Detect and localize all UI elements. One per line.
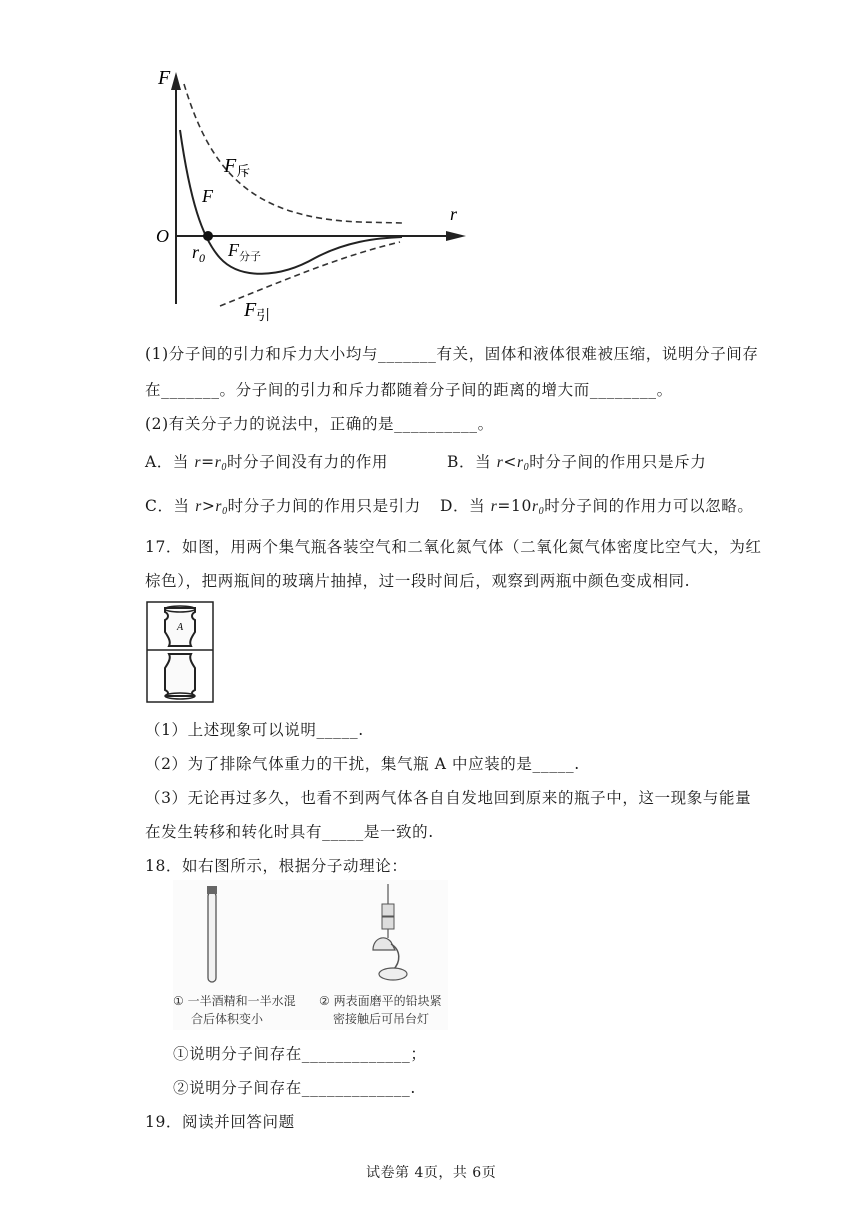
test-tube <box>208 892 216 982</box>
q18-figure-art <box>173 880 448 988</box>
repulsion-curve <box>184 84 402 223</box>
q18-figure <box>173 880 448 1030</box>
q19-stem: 19．阅读并回答问题 <box>145 1113 295 1131</box>
r0-point <box>203 231 213 241</box>
q18-answer-2: ②说明分子间存在_____________. <box>173 1079 416 1097</box>
lead-block-top <box>382 904 394 916</box>
lamp-base <box>379 968 407 980</box>
f-label: F <box>202 186 213 206</box>
repulsion-label: $F_斥$ <box>224 155 251 180</box>
q16-option-a: A．当 $r=r_0$时分子间没有力的作用 <box>145 453 389 473</box>
q17-sub3-line-a: （3）无论再过多久，也看不到两气体各自自发地回到原来的瓶子中，这一现象与能量 <box>145 789 752 807</box>
f-axis-arrow <box>171 72 181 90</box>
f-axis-label: F <box>158 67 171 89</box>
q16-part2: (2)有关分子力的说法中，正确的是__________。 <box>145 415 494 433</box>
molecular-label: $F_{分子}$ <box>228 240 261 263</box>
caption-alcohol-water-a: ① 一半酒精和一半水混 <box>173 994 296 1008</box>
q18-stem: 18．如右图所示，根据分子动理论： <box>145 857 408 875</box>
caption-lead-blocks-b: 密接触后可吊台灯 <box>333 1012 430 1026</box>
bottle-b <box>165 654 195 696</box>
q17-sub3-line-b: 在发生转移和转化时具有_____是一致的. <box>145 823 434 841</box>
caption-lead-blocks-a: ② 两表面磨平的铅块紧 <box>319 994 442 1008</box>
q17-sub2: （2）为了排除气体重力的干扰，集气瓶 A 中应装的是_____. <box>145 755 580 773</box>
origin-label: O <box>156 226 169 246</box>
gas-bottles-figure <box>145 600 215 704</box>
caption-alcohol-water-b: 合后体积变小 <box>191 1012 264 1026</box>
q17-stem-line-b: 棕色），把两瓶间的玻璃片抽掉，过一段时间后，观察到两瓶中颜色变成相同. <box>145 572 691 590</box>
q16-option-d: D．当 $r=10r_0$时分子间的作用力可以忽略。 <box>440 497 754 517</box>
r0-label: $r_0$ <box>192 242 206 265</box>
lead-block-bottom <box>382 917 394 929</box>
r-axis-arrow <box>446 231 466 241</box>
molecular-force-graph <box>140 60 480 340</box>
test-tube-cap <box>207 886 217 894</box>
page-footer: 试卷第 4页，共 6页 <box>366 1165 497 1181</box>
q16-part1-line-a: (1)分子间的引力和斥力大小均与_______有关，固体和液体很难被压缩，说明分子间存 <box>145 345 759 363</box>
bottle-a-label: A <box>177 622 184 633</box>
q16-option-b: B．当 $r<r_0$时分子间的作用只是斥力 <box>447 453 707 473</box>
q18-answer-1: ①说明分子间存在_____________； <box>173 1045 427 1063</box>
attraction-label: $F_引$ <box>244 299 271 324</box>
q16-part1-line-b: 在_______。分子间的引力和斥力都随着分子间的距离的增大而________。 <box>145 381 673 399</box>
r-axis-label: r <box>450 204 458 224</box>
q16-option-c: C．当 $r>r_0$时分子力间的作用只是引力 <box>145 497 421 517</box>
q17-stem-line-a: 17．如图，用两个集气瓶各装空气和二氧化氮气体（二氧化氮气体密度比空气大，为红 <box>145 538 762 556</box>
q17-sub1: （1）上述现象可以说明_____. <box>145 721 364 739</box>
